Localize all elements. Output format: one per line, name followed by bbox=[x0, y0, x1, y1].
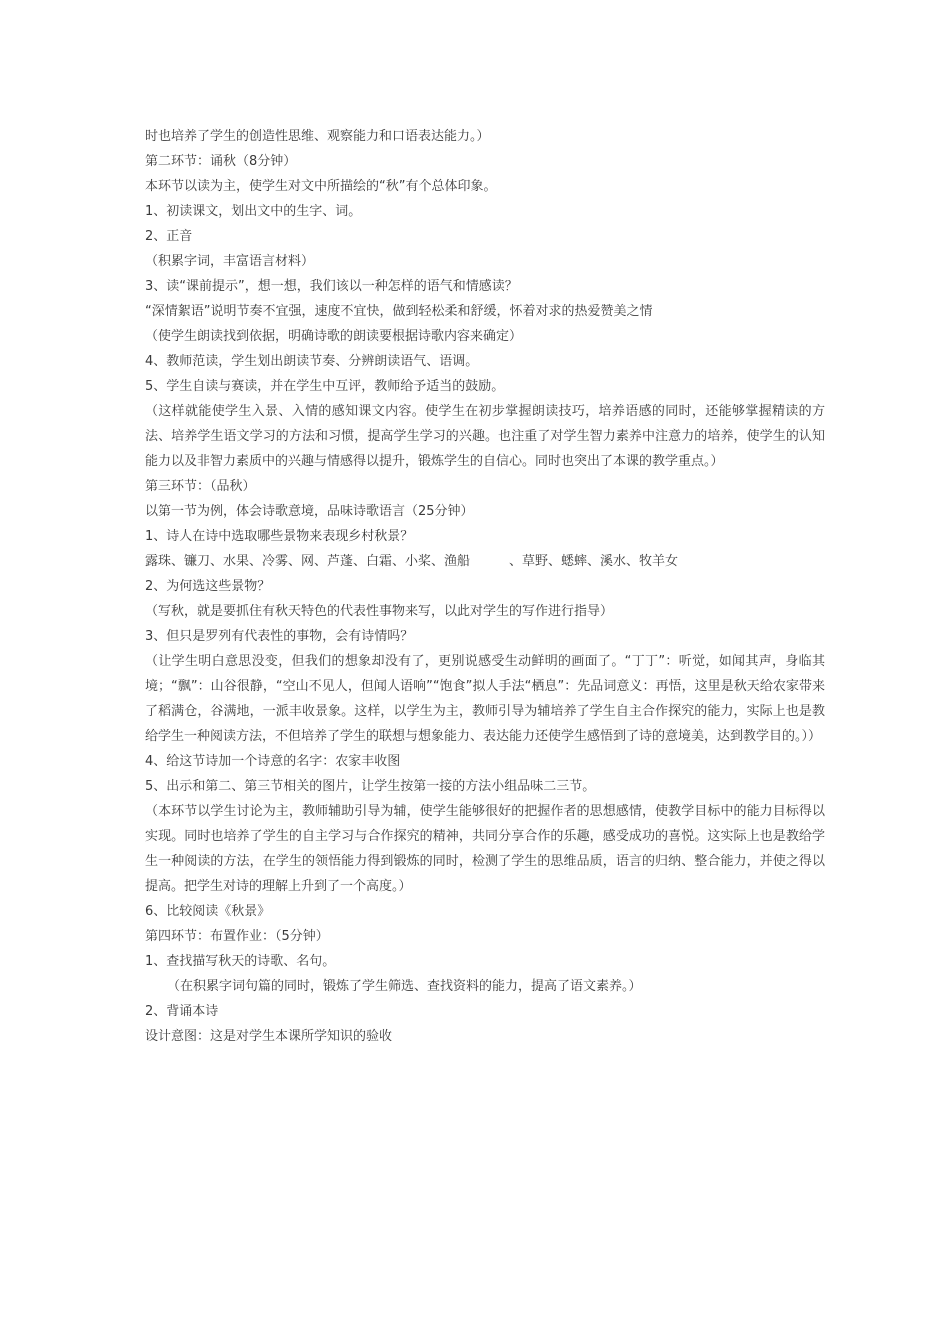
list-item: 3、但只是罗列有代表性的事物，会有诗情吗？ bbox=[145, 629, 414, 644]
list-item: 1、查找描写秋天的诗歌、名句。 bbox=[145, 954, 336, 969]
paragraph: （本环节以学生讨论为主，教师辅助引导为辅，使学生能够很好的把握作者的思想感情，使教学目标中的能力目标得以实现。同时也培养了学生的自主学习与合作探究的精神，共同分享合作的乐趣，感受成功的喜悦。这实际上也是教给学生一种阅读的方法，在学生的领悟能力得到锻炼的同时，检测了学生的思维品质，语言的归纳、整合能力，并使之得以提高。把学生对诗的理解上升到了一个高度。） bbox=[145, 804, 825, 894]
list-item: 3、读“课前提示”，想一想，我们该以一种怎样的语气和情感读？ bbox=[145, 279, 518, 294]
paragraph: （这样就能使学生入景、入情的感知课文内容。使学生在初步掌握朗读技巧，培养语感的同时，还能够掌握精读的方法、培养学生语文学习的方法和习惯，提高学生学习的兴趣。也注重了对学生智力素养中注意力的培养，使学生的认知能力以及非智力素质中的兴趣与情感得以提升，锻炼学生的自信心。同时也突出了本课的教学重点。） bbox=[145, 404, 825, 469]
text-line: “深情絮语”说明节奏不宜强，速度不宜快，做到轻松柔和舒缓，怀着对求的热爱赞美之情 bbox=[145, 304, 653, 319]
list-item: 6、比较阅读《秋景》 bbox=[145, 904, 271, 919]
paragraph: （让学生明白意思没变，但我们的想象却没有了，更别说感受生动鲜明的画面了。“丁丁”：听觉，如闻其声，身临其境；“飘”：山谷很静，“空山不见人，但闻人语响”“饱食”拟人手法“栖息”：先品词意义：再悟，这里是秋天给农家带来了稻满仓，谷满地，一派丰收景象。这样，以学生为主，教师引导为辅培养了学生自主合作探究的能力，实际上也是教给学生一种阅读方法，不但培养了学生的联想与想象能力、表达能力还使学生感悟到了诗的意境美，达到教学目的。）） bbox=[145, 654, 825, 744]
section-heading: 第二环节：诵秋（8分钟） bbox=[145, 154, 297, 169]
list-item: 1、诗人在诗中选取哪些景物来表现乡村秋景？ bbox=[145, 529, 414, 544]
list-item: 5、学生自读与赛读，并在学生中互评，教师给予适当的鼓励。 bbox=[145, 379, 505, 394]
text-line: 设计意图：这是对学生本课所学知识的验收 bbox=[145, 1029, 393, 1044]
list-item: 4、教师范读，学生划出朗读节奏、分辨朗读语气、语调。 bbox=[145, 354, 479, 369]
text-line: 露珠、镰刀、水果、冷雾、网、芦蓬、白霜、小桨、渔船 、草野、蟋蟀、溪水、牧羊女 bbox=[145, 554, 679, 569]
document-body bbox=[145, 124, 825, 1049]
text-line: （积累字词，丰富语言材料） bbox=[145, 254, 315, 269]
list-item: 2、正音 bbox=[145, 229, 193, 244]
list-item: 5、出示和第二、第三节相关的图片，让学生按第一接的方法小组品味二三节。 bbox=[145, 779, 596, 794]
text-line: （写秋，就是要抓住有秋天特色的代表性事物来写，以此对学生的写作进行指导） bbox=[145, 604, 614, 619]
list-item: 1、初读课文，划出文中的生字、词。 bbox=[145, 204, 362, 219]
list-item: 4、给这节诗加一个诗意的名字：农家丰收图 bbox=[145, 754, 401, 769]
section-heading: 第四环节：布置作业：（5分钟） bbox=[145, 929, 329, 944]
text-line: 本环节以读为主，使学生对文中所描绘的“秋”有个总体印象。 bbox=[145, 179, 497, 194]
text-line: 时也培养了学生的创造性思维、观察能力和口语表达能力。） bbox=[145, 129, 490, 144]
list-item: 2、为何选这些景物？ bbox=[145, 579, 271, 594]
section-heading: 第三环节：（品秋） bbox=[145, 479, 256, 494]
text-line: 以第一节为例，体会诗歌意境，品味诗歌语言（25分钟） bbox=[145, 504, 474, 519]
text-line: （使学生朗读找到依据，明确诗歌的朗读要根据诗歌内容来确定） bbox=[145, 329, 523, 344]
list-item: 2、背诵本诗 bbox=[145, 1004, 219, 1019]
text-line: （在积累字词句篇的同时，锻炼了学生筛选、查找资料的能力，提高了语文素养。） bbox=[167, 979, 642, 994]
